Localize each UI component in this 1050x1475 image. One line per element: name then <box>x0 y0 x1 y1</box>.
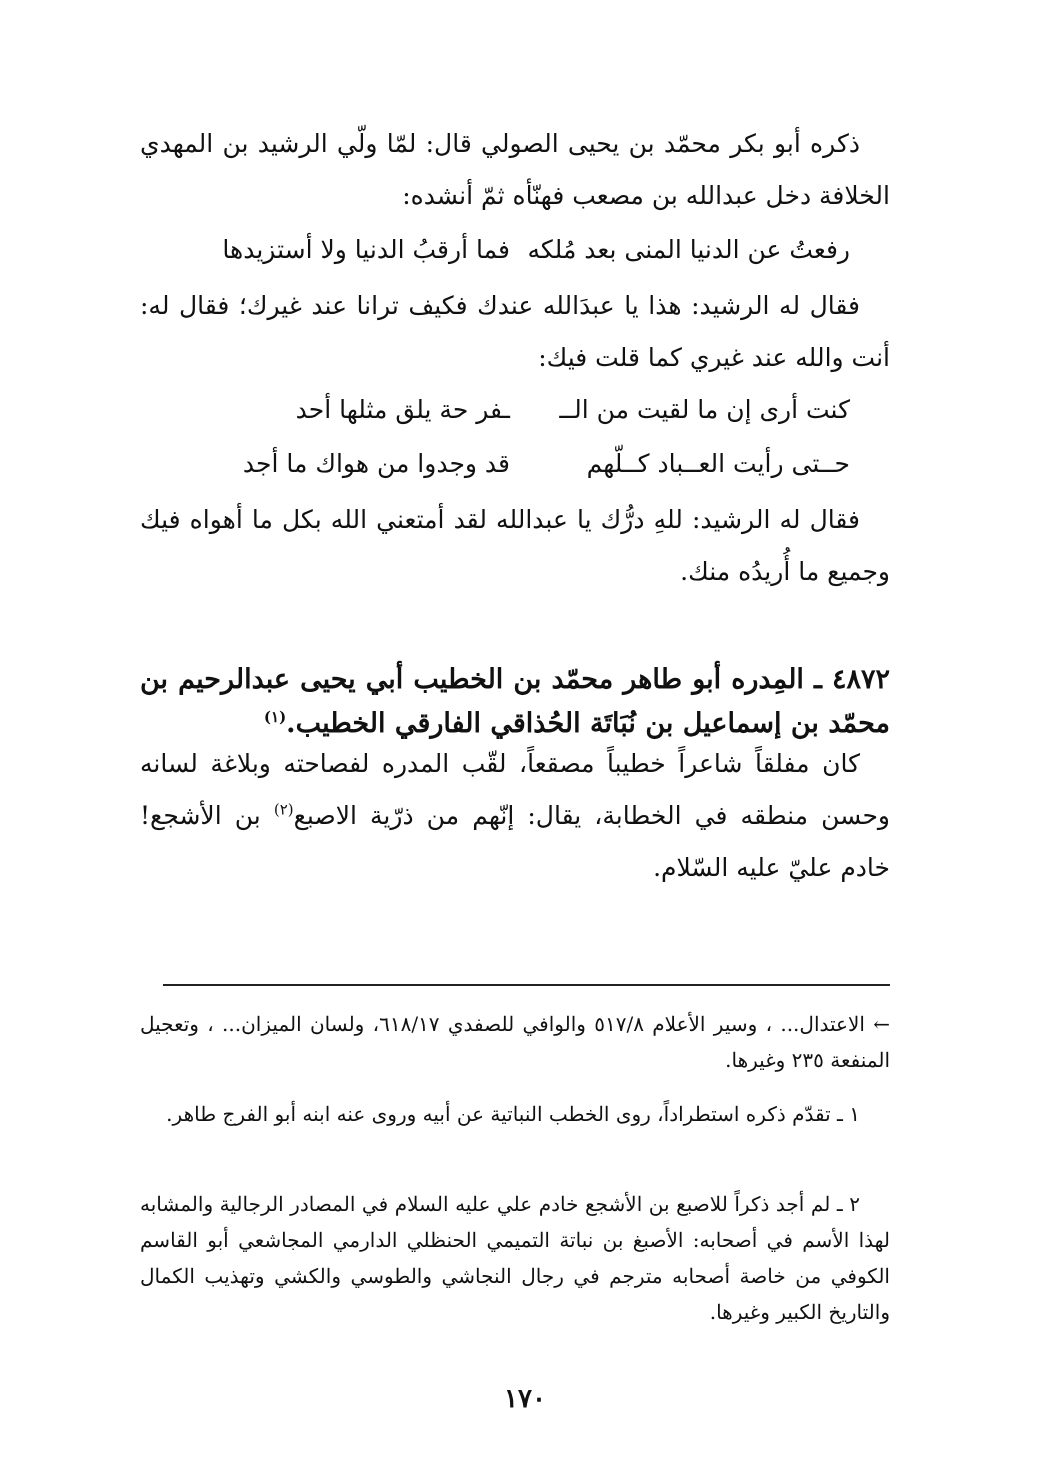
paragraph-intro: ذكره أبو بكر محمّد بن يحيى الصولي قال: لمّا ولّي الرشيد بن المهدي الخلافة دخل عبدالله بن مصعب فهنّأه ثمّ أنشده: <box>140 129 890 210</box>
entry-heading <box>140 658 890 746</box>
entry-heading-text: ٤٨٧٢ ـ المِدره أبو طاهر محمّد بن الخطيب أبي يحيى عبدالرحيم بن محمّد بن إسماعيل بن نُبَاتَة الحُذاقي الفارقي الخطيب. <box>140 664 890 739</box>
verse-1-first-hemistich: رفعتُ عن الدنيا المنى بعد مُلكه <box>527 235 850 264</box>
footnote-separator <box>163 984 890 986</box>
verse-1-second-hemistich: فما أرقبُ الدنيا ولا أستزيدها <box>222 235 510 264</box>
entry-biography-text-end: بن الأشجع! خادم عليّ عليه السّلام. <box>140 801 890 882</box>
verse-3-second-hemistich: قد وجدوا من هواك ما أجد <box>242 449 510 478</box>
page-number: ١٧٠ <box>504 1384 546 1414</box>
footnote-continuation: ← الاعتدال... ، وسير الأعلام ٥١٧/٨ والوافي للصفدي ٦١٨/١٧، ولسان الميزان... ، وتعجيل المنفعة ٢٣٥ وغيرها. <box>140 1012 891 1072</box>
paragraph-rashid-reply: فقال له الرشيد: للهِ درُّك يا عبدالله لقد أمتعني الله بكل ما أهواه فيك وجميع ما أُريدُه منك. <box>140 505 890 586</box>
verse-2-first-hemistich: كنت أرى إن ما لقيت من الــ <box>559 395 850 424</box>
footnote-2: ٢ ـ لم أجد ذكراً للاصبع بن الأشجع خادم علي عليه السلام في المصادر الرجالية والمشابه لهذا الأسم في أصحابه: الأصبغ بن نباتة التميمي الحنظلي الدارمي المجاشعي أبو القاسم الكوفي من خاصة أصحابه مترجم في رجال النجاشي والطوسي والكشي وتهذيب الكمال والتاريخ الكبير وغيرها. <box>140 1192 890 1324</box>
paragraph-rashid-question: فقال له الرشيد: هذا يا عبدَالله عندك فكيف ترانا عند غيرك؛ فقال له: أنت والله عند غيري كما قلت فيك: <box>140 291 890 372</box>
verse-3-first-hemistich: حــتى رأيت العــباد كــلّهم <box>586 449 850 478</box>
footnote-1: ١ ـ تقدّم ذكره استطراداً، روى الخطب النباتية عن أبيه وروى عنه ابنه أبو الفرج طاهر. <box>166 1102 860 1126</box>
entry-biography <box>140 738 890 894</box>
footnote-ref-1: (١) <box>263 708 287 726</box>
footnote-ref-2: (٢) <box>273 800 294 819</box>
poem-verse-3 <box>180 438 850 490</box>
verse-2-second-hemistich: ـفر حة يلق مثلها أحد <box>295 395 510 424</box>
poem-verse-2 <box>180 384 850 436</box>
entry-biography-text: كان مفلقاً شاعراً خطيباً مصقعاً، لقّب المدره لفصاحته وبلاغة لسانه وحسن منطقه في الخطابة، يقال: إنّهم من ذرّية الاصبع <box>140 749 890 830</box>
poem-verse-1 <box>180 224 850 276</box>
